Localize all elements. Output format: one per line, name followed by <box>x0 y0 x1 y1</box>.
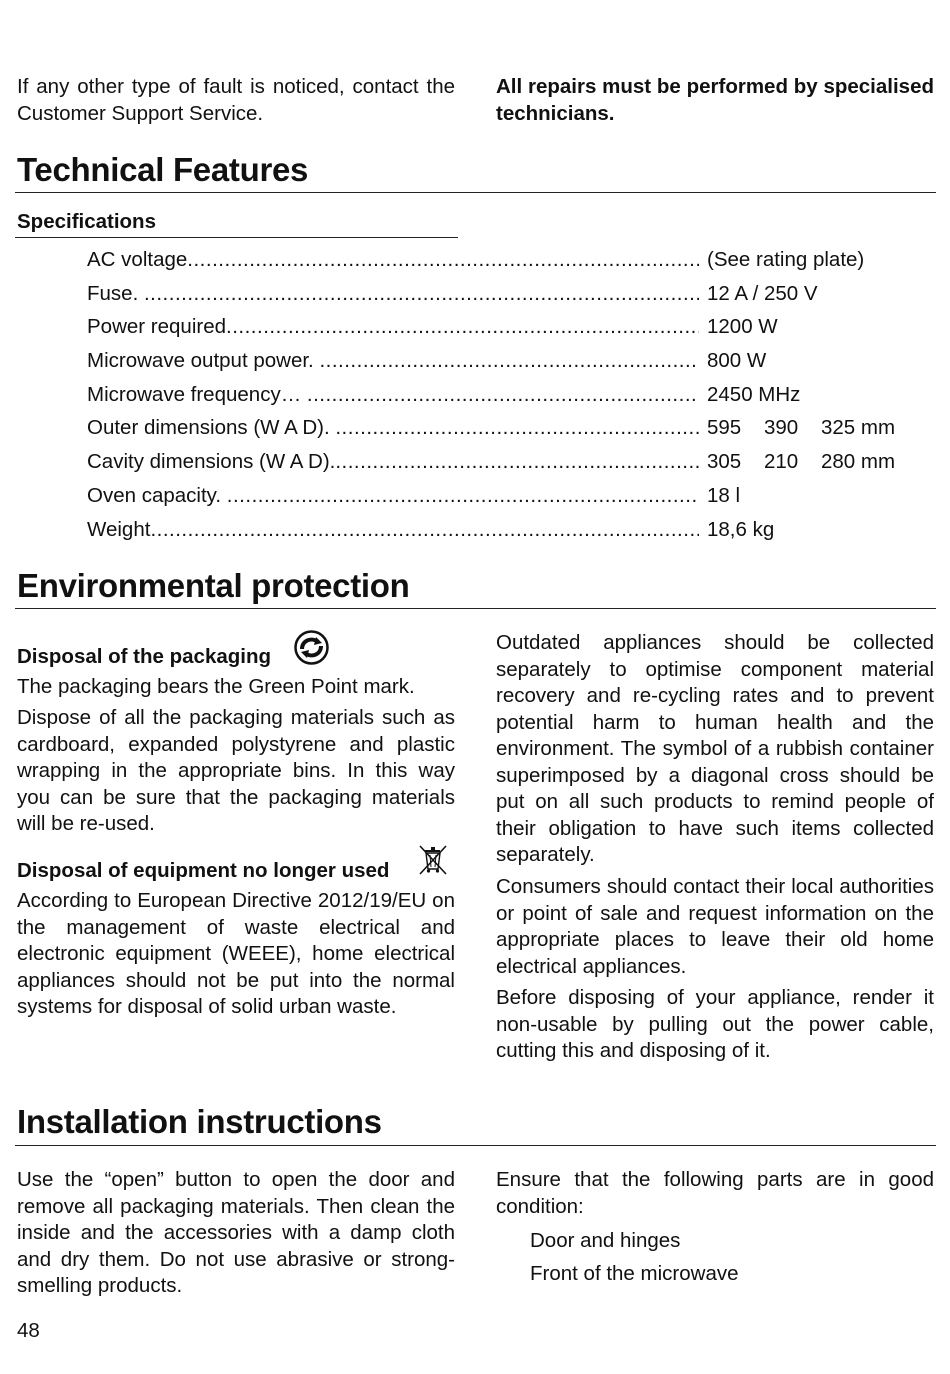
spec-value: 18 l <box>707 484 741 507</box>
condition-paragraph: Ensure that the following parts are in good condition: <box>496 1168 934 1218</box>
packaging-paragraph-2: Dispose of all the packaging materials such as cardboard, expanded polystyrene and plastic wrapping in the appropriate bins. In this way you can be sure that the packaging materials will be re-used. <box>17 706 455 835</box>
list-item: Front of the microwave <box>530 1262 739 1285</box>
installation-instructions-title: Installation instructions <box>17 1103 382 1140</box>
packaging-heading: Disposal of the packaging <box>17 645 272 668</box>
spec-label: Fuse. ..... <box>87 279 699 309</box>
spec-row <box>87 380 927 410</box>
condition-list <box>530 1224 739 1290</box>
intro-repairs-text: All repairs must be performed by specialised technicians. <box>496 75 934 125</box>
intro-fault-text: If any other type of fault is noticed, contact the Customer Support Service. <box>17 75 455 125</box>
spec-label: Power required ..... <box>87 312 699 342</box>
packaging-paragraph-1: The packaging bears the Green Point mark. <box>17 675 415 698</box>
crossed-bin-icon <box>415 841 451 877</box>
spec-row <box>87 481 927 511</box>
section-divider <box>15 192 936 193</box>
spec-row <box>87 279 927 309</box>
spec-value: 2450 MHz <box>707 383 801 406</box>
spec-label: AC voltage ..... <box>87 245 699 275</box>
spec-value: 12 A / 250 V <box>707 282 818 305</box>
section-divider <box>15 1145 936 1146</box>
spec-label: Weight ..... <box>87 515 699 545</box>
spec-value: (See rating plate) <box>707 248 865 271</box>
environmental-protection-title: Environmental protection <box>17 567 410 604</box>
weee-paragraph-1: Outdated appliances should be collected separately to optimise component material recovery and re-cycling rates and to prevent potential harm to human health and the environment. The symbol of a rubbish container superimposed by a diagonal cross should be put on all such products to remind people of their obligation to have such items collected separately. <box>496 631 934 866</box>
section-divider <box>15 608 936 609</box>
spec-row <box>87 346 927 376</box>
spec-label: Microwave frequency… ..... <box>87 380 699 410</box>
weee-paragraph-3: Before disposing of your appliance, render it non-usable by pulling out the power cable, cutting this and disposing of it. <box>496 986 934 1062</box>
technical-features-title: Technical Features <box>17 151 309 188</box>
spec-label: Outer dimensions (W A D). ..... <box>87 413 699 443</box>
specifications-heading: Specifications <box>17 210 156 233</box>
spec-value: 1200 W <box>707 315 778 338</box>
green-point-icon <box>293 629 330 666</box>
spec-value: 595 390 325 mm <box>707 416 896 439</box>
page-number: 48 <box>17 1319 40 1342</box>
spec-value: 18,6 kg <box>707 518 775 541</box>
spec-value: 800 W <box>707 349 767 372</box>
equipment-paragraph: According to European Directive 2012/19/EU on the management of waste electrical and electronic equipment (WEEE), home electrical appliances should not be put into the normal systems for disposal of solid urban waste. <box>17 889 455 1018</box>
spec-row <box>87 413 927 443</box>
spec-row <box>87 312 927 342</box>
spec-value: 305 210 280 mm <box>707 450 896 473</box>
spec-row <box>87 245 927 275</box>
subsection-divider <box>15 237 458 238</box>
list-item: Door and hinges <box>530 1229 681 1252</box>
spec-row <box>87 515 927 545</box>
spec-row <box>87 447 927 477</box>
weee-paragraph-2: Consumers should contact their local authorities or point of sale and request information on the appropriate places to leave their old home electrical appliances. <box>496 875 934 978</box>
spec-label: Cavity dimensions (W A D). ..... <box>87 447 699 477</box>
equipment-heading: Disposal of equipment no longer used <box>17 859 390 882</box>
spec-label: Microwave output power. ..... <box>87 346 699 376</box>
spec-label: Oven capacity. ..... <box>87 481 699 511</box>
installation-paragraph: Use the “open” button to open the door and remove all packaging materials. Then clean the inside and the accessories with a damp cloth and dry them. Do not use abrasive or strong-smelling products. <box>17 1168 455 1297</box>
